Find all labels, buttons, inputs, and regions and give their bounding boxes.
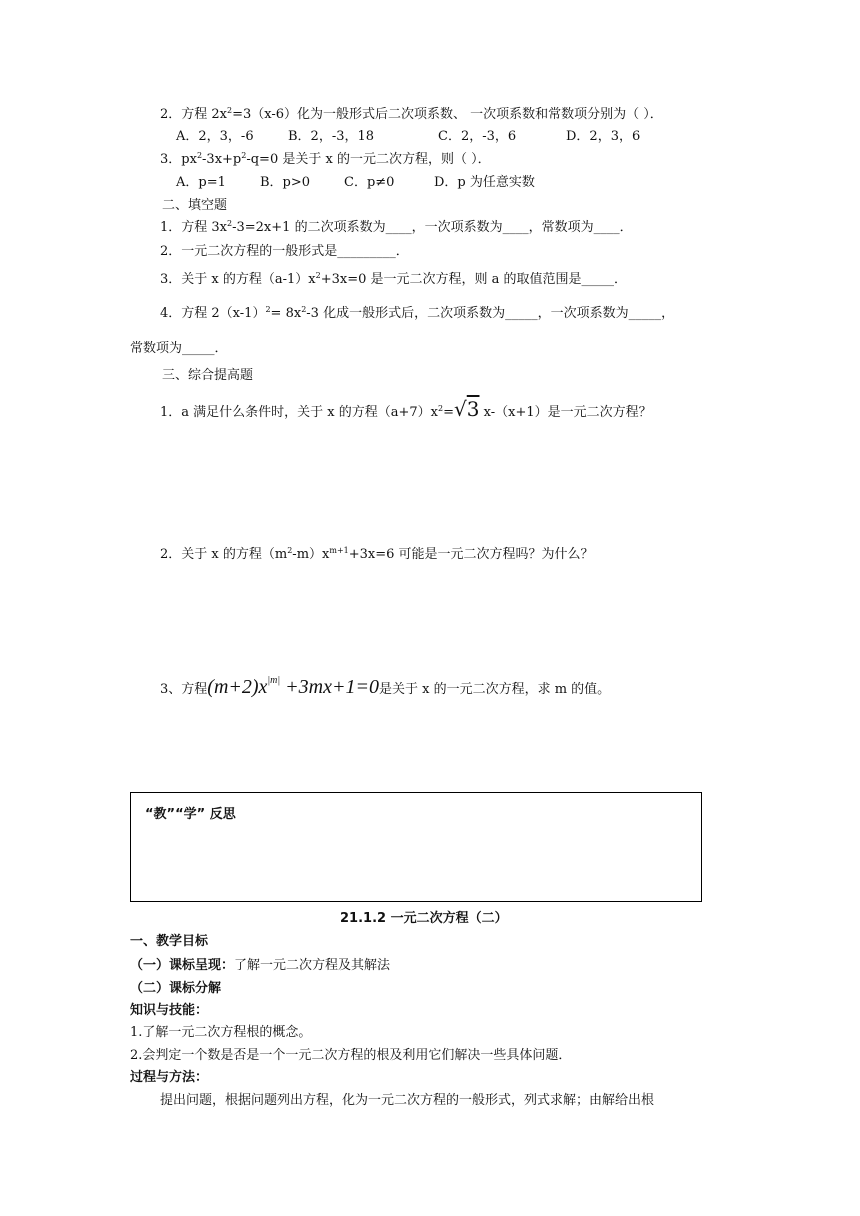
fill-heading: 二、填空题 — [162, 198, 228, 213]
fill-q4 — [160, 305, 674, 323]
exponent: 2 — [227, 219, 233, 228]
exponent: 2 — [196, 151, 203, 160]
fill-q1 — [160, 219, 633, 237]
option-b: B．p>0 — [260, 175, 311, 190]
choice-q2-pre: 2．方程 2x — [160, 107, 228, 122]
exponent: 2 — [241, 151, 247, 160]
comprehensive-q2 — [160, 546, 594, 564]
comprehensive-heading: 三、综合提高题 — [162, 368, 254, 383]
choice-q3-options — [176, 174, 535, 192]
comprehensive-q3 — [160, 674, 610, 703]
option-d: D．2，3，6 — [566, 129, 641, 144]
exponent: 2 — [265, 305, 271, 314]
lesson-standard-text: 了解一元二次方程及其解法 — [234, 958, 391, 973]
fill-q4-post: -3 化成一般形式后，二次项系数为_____，一次项系数为_____， — [306, 306, 675, 321]
lesson-heading-goals: 一、教学目标 — [130, 934, 209, 949]
exponent: 2 — [315, 271, 321, 280]
reflection-box — [130, 792, 702, 902]
lesson-process-1: 提出问题，根据问题列出方程，化为一元二次方程的一般形式，列式求解；由解给出根 — [160, 1093, 655, 1108]
choice-q3-post: -q=0 是关于 x 的一元二次方程，则（ ）． — [246, 152, 491, 167]
fill-q3 — [160, 271, 627, 289]
comprehensive-q2-mid: -m）x — [292, 547, 330, 562]
radicand: 3 — [466, 397, 480, 421]
lesson-process-heading: 过程与方法： — [130, 1070, 209, 1085]
exponent: m+1 — [329, 546, 349, 555]
choice-q2 — [160, 106, 663, 124]
option-a: A．p=1 — [176, 175, 226, 190]
option-b: B．2，-3，18 — [288, 129, 375, 144]
exponent: 2 — [287, 546, 293, 555]
option-c: C．p≠0 — [344, 175, 395, 190]
equation-part2: +3mx+1=0 — [280, 676, 379, 698]
exponent: |m| — [267, 675, 281, 686]
reflection-title: “教”“学” 反思 — [145, 807, 236, 822]
comprehensive-q1-post: x-（x+1）是一元二次方程？ — [479, 405, 652, 420]
fill-q3-pre: 3．关于 x 的方程（a-1）x — [160, 272, 316, 287]
exponent: 2 — [438, 404, 444, 413]
option-d: D．p 为任意实数 — [434, 175, 535, 190]
lesson-standard-breakdown: （二）课标分解 — [130, 981, 222, 996]
choice-q3-pre: 3．px — [160, 152, 197, 167]
fill-q4-mid: = 8x — [270, 306, 302, 321]
choice-q3-mid: -3x+p — [202, 152, 242, 167]
comprehensive-q3-post: 是关于 x 的一元二次方程，求 m 的值。 — [378, 682, 611, 697]
lesson-knowledge-2: 2.会判定一个数是否是一个一元二次方程的根及利用它们解决一些具体问题． — [130, 1048, 572, 1063]
choice-q2-options — [176, 128, 640, 146]
lesson-title: 21.1.2 一元二次方程（二） — [340, 911, 508, 926]
lesson-knowledge-heading: 知识与技能： — [130, 1003, 209, 1018]
comprehensive-q1-pre: 1．a 满足什么条件时，关于 x 的方程（a+7）x — [160, 405, 438, 420]
lesson-knowledge-1: 1.了解一元二次方程根的概念。 — [130, 1025, 312, 1040]
sqrt-icon: √ — [454, 397, 467, 421]
comprehensive-q1: 1．a 满足什么条件时，关于 x 的方程$(a+7)x^2=√3$ x-（x+1）是一元二次方程？ — [160, 397, 652, 421]
comprehensive-q3-pre: 3、方程 — [160, 682, 208, 697]
fill-q1-post: -3=2x+1 的二次项系数为____，一次项系数为____，常数项为____． — [232, 220, 633, 235]
exponent: 2 — [301, 305, 307, 314]
comprehensive-q2-post: +3x=6 可能是一元二次方程吗？为什么？ — [348, 547, 594, 562]
comprehensive-q2-pre: 2．关于 x 的方程（m — [160, 547, 288, 562]
choice-q2-post: =3（x-6）化为一般形式后二次项系数、 一次项系数和常数项分别为（ ）． — [232, 107, 663, 122]
option-c: C．2，-3，6 — [438, 129, 517, 144]
fill-q4-pre: 4．方程 2（x-1） — [160, 306, 266, 321]
lesson-standard-present — [130, 957, 390, 975]
exponent: 2 — [227, 106, 233, 115]
equation-part1: (m+2)x — [207, 676, 268, 698]
fill-q4-line2: 常数项为_____． — [130, 341, 228, 356]
fill-q2: 2．一元二次方程的一般形式是_________． — [160, 244, 409, 259]
choice-q3 — [160, 151, 491, 169]
option-a: A．2，3，-6 — [176, 129, 254, 144]
fill-q1-pre: 1．方程 3x — [160, 220, 228, 235]
lesson-standard-label: （一）课标呈现： — [130, 958, 235, 973]
fill-q3-post: +3x=0 是一元二次方程，则 a 的取值范围是_____． — [320, 272, 628, 287]
